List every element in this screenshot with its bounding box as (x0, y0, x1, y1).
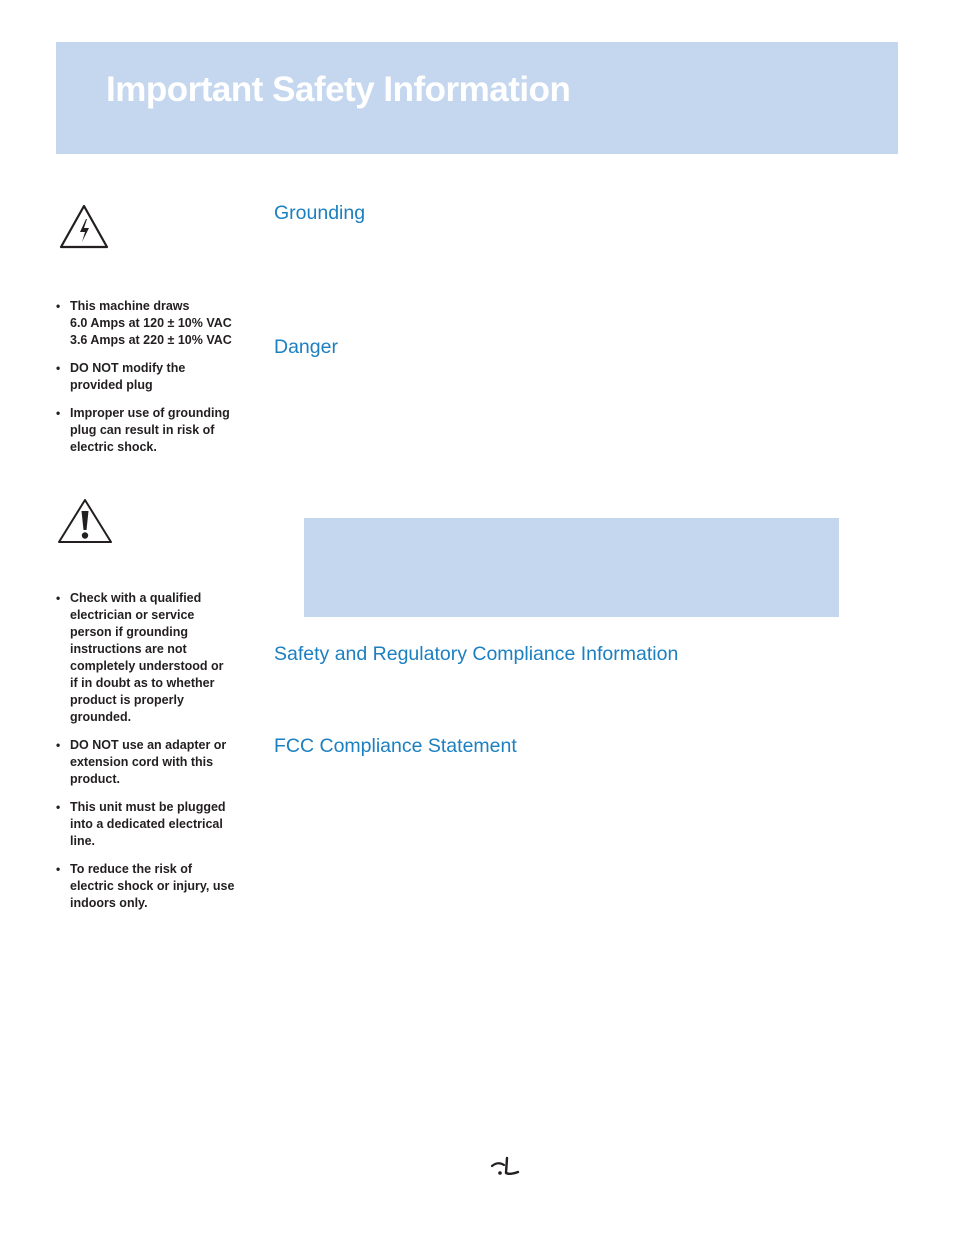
list-item: • This machine draws 6.0 Amps at 120 ± 10% VAC 3.6 Amps at 220 ± 10% VAC (56, 298, 248, 349)
list-item: • DO NOT use an adapter or extension cord with this product. (56, 737, 248, 788)
list-item: • Improper use of grounding plug can result in risk of electric shock. (56, 405, 248, 456)
list-item: • To reduce the risk of electric shock or injury, use indoors only. (56, 861, 248, 912)
list-item: • DO NOT modify the provided plug (56, 360, 248, 394)
fcc-heading: FCC Compliance Statement (274, 735, 517, 757)
caution-exclamation-icon (56, 497, 114, 545)
grounding-heading: Grounding (274, 202, 366, 224)
list-item: • Check with a qualified electrician or service person if grounding instructions are not completely understood or if in doubt as to whether product is properly grounded. (56, 590, 248, 726)
electrical-hazard-icon (58, 203, 110, 250)
title-banner (56, 42, 898, 154)
danger-heading: Danger (274, 336, 338, 358)
caution-list (56, 590, 248, 923)
note-box (304, 518, 839, 617)
safety-regulatory-heading: Safety and Regulatory Compliance Information (274, 643, 679, 665)
list-item: • This unit must be plugged into a dedicated electrical line. (56, 799, 248, 850)
page-title: Important Safety Information (106, 70, 571, 109)
brand-logo-icon (490, 1155, 522, 1182)
electrical-warnings-list (56, 298, 248, 467)
